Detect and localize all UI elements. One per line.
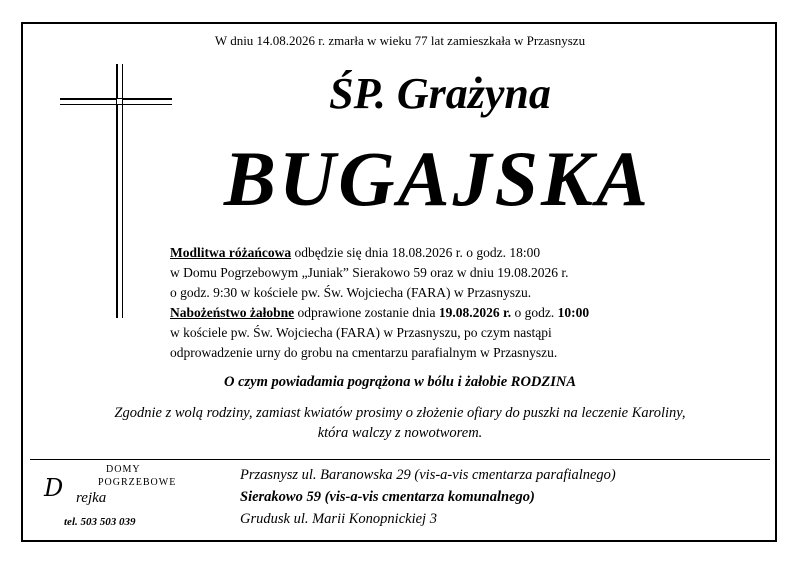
divider (30, 459, 770, 460)
deceased-first-name: ŚP. Grażyna (329, 69, 551, 118)
logo-initial: D (44, 474, 64, 502)
prayer-line-1: Modlitwa różańcowa odbędzie się dnia 18.08.2026 r. o godz. 18:00 (170, 245, 541, 260)
mass-line-3: odprowadzenie urny do grobu na cmentarzu parafialnym w Przasnyszu. (170, 345, 558, 360)
death-notice-line: W dniu 14.08.2026 r. zmarła w wieku 77 lat zamieszkała w Przasnyszu (214, 33, 586, 48)
prayer-line-3: o godz. 9:30 w kościele pw. Św. Wojciecha (FARA) w Przasnyszu. (170, 285, 532, 300)
family-wish (30, 403, 770, 443)
family-announcement: O czym powiadamia pogrążona w bólu i żałobie RODZINA (223, 374, 577, 390)
logo-pogrzebowe: POGRZEBOWE (98, 477, 177, 488)
logo-phone: tel. 503 503 039 (64, 516, 136, 528)
address-3: Grudusk ul. Marii Konopnickiej 3 (240, 511, 437, 527)
ceremony-details (170, 243, 690, 363)
prayer-label: Modlitwa różańcowa (170, 245, 292, 260)
funeral-home-logo (36, 464, 186, 534)
prayer-line-2: w Domu Pogrzebowym „Juniak” Sierakowo 59 oraz w dniu 19.08.2026 r. (170, 265, 569, 280)
mass-time: 10:00 (557, 305, 590, 320)
wish-line-1: Zgodnie z wolą rodziny, zamiast kwiatów prosimy o złożenie ofiary do puszki na leczenie Karoliny, (114, 405, 686, 421)
logo-domy: DOMY (106, 464, 141, 475)
mass-label: Nabożeństwo żałobne (170, 305, 295, 320)
mass-date: 19.08.2026 r. (438, 305, 512, 320)
address-1: Przasnysz ul. Baranowska 29 (vis-a-vis cmentarza parafialnego) (240, 467, 616, 483)
funeral-home-addresses (240, 464, 616, 530)
wish-line-2: która walczy z nowotworem. (317, 425, 483, 441)
address-2: Sierakowo 59 (vis-a-vis cmentarza komunalnego) (240, 489, 535, 505)
logo-name: rejka (76, 490, 107, 506)
mass-line-1: Nabożeństwo żałobne odprawione zostanie dnia 19.08.2026 r. o godz. 10:00 (170, 305, 590, 320)
mass-line-2: w kościele pw. Św. Wojciecha (FARA) w Przasnyszu, po czym nastąpi (170, 325, 552, 340)
deceased-surname: BUGAJSKA (223, 135, 652, 222)
